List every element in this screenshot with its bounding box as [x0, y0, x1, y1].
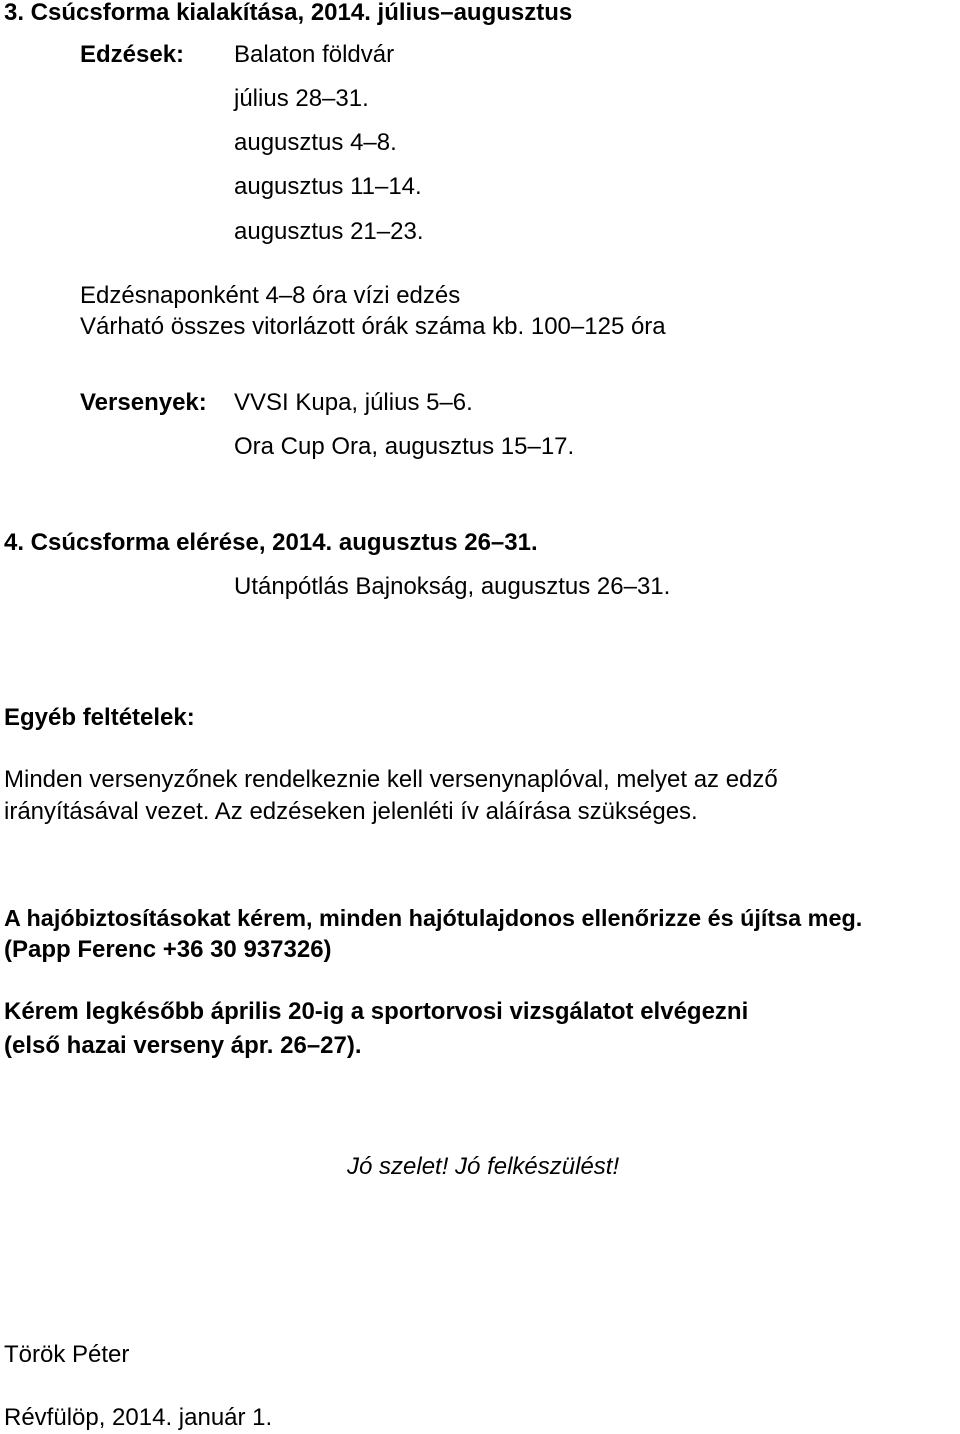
section4-heading: 4. Csúcsforma elérése, 2014. augusztus 26–31. — [4, 529, 538, 556]
insurance-contact: (Papp Ferenc +36 30 937326) — [4, 936, 332, 963]
signature-name: Török Péter — [4, 1341, 130, 1368]
training-location: Balaton földvár — [234, 41, 395, 68]
insurance-notice: A hajóbiztosításokat kérem, minden hajótulajdonos ellenőrizze és újítsa meg. — [4, 905, 863, 931]
races-label: Versenyek: — [80, 389, 207, 416]
training-date: augusztus 4–8. — [234, 129, 397, 156]
closing-greeting: Jó szelet! Jó felkészülést! — [347, 1153, 620, 1180]
training-note: Várható összes vitorlázott órák száma kb. 100–125 óra — [80, 313, 666, 340]
medical-notice-detail: (első hazai verseny ápr. 26–27). — [4, 1032, 362, 1059]
training-note: Edzésnaponként 4–8 óra vízi edzés — [80, 282, 461, 309]
section3-heading: 3. Csúcsforma kialakítása, 2014. július–augusztus — [4, 0, 573, 26]
training-date: július 28–31. — [234, 85, 369, 112]
section4-event: Utánpótlás Bajnokság, augusztus 26–31. — [234, 573, 671, 600]
training-date: augusztus 11–14. — [234, 173, 422, 200]
paragraph-line: irányításával vezet. Az edzéseken jelenléti ív aláírása szükséges. — [4, 798, 698, 825]
race-item: Ora Cup Ora, augusztus 15–17. — [234, 433, 575, 460]
training-date: augusztus 21–23. — [234, 218, 424, 245]
trainings-label: Edzések: — [80, 41, 185, 68]
place-date: Révfülöp, 2014. január 1. — [4, 1404, 273, 1431]
paragraph-line: Minden versenyzőnek rendelkeznie kell versenynaplóval, melyet az edző — [4, 766, 778, 793]
other-conditions-heading: Egyéb feltételek: — [4, 704, 195, 731]
race-item: VVSI Kupa, július 5–6. — [234, 389, 473, 416]
medical-notice: Kérem legkésőbb április 20-ig a sportorvosi vizsgálatot elvégezni — [4, 998, 749, 1025]
